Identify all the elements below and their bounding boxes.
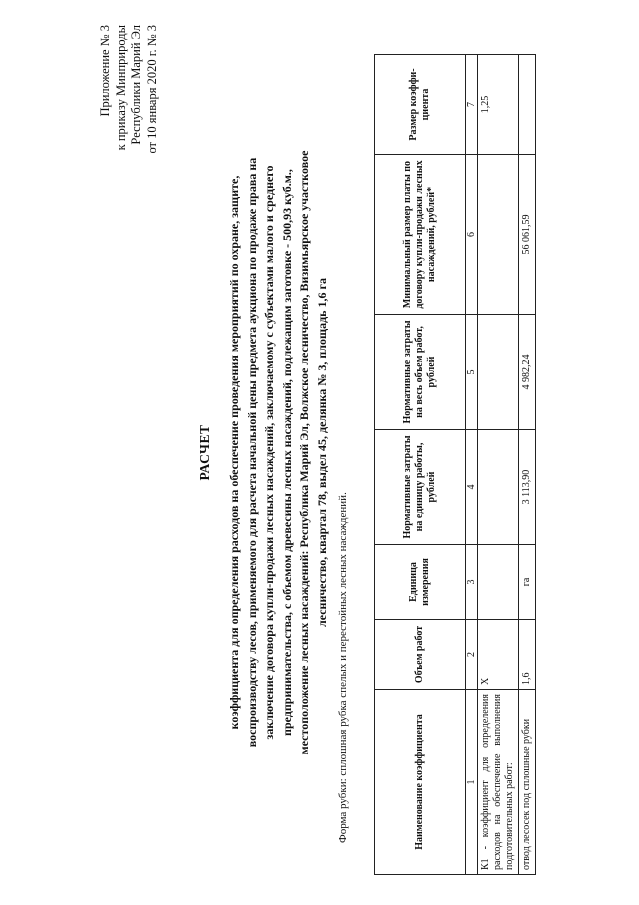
subtitle-line: заключение договора купли-продажи лесных насаждений, заключаемому с субъектами малого и среднего	[262, 165, 276, 740]
appendix-line: к приказу Минприроды	[113, 25, 128, 151]
subtitle-line: лесничество, квартал 78, выдел 45, делянка № 3, площадь 1,6 га	[314, 278, 329, 627]
appendix-line: Республики Марий Эл	[129, 25, 143, 145]
cell-unit-cost	[478, 430, 519, 545]
cell-work-volume: 1,6	[519, 620, 536, 690]
table-header-row	[375, 55, 466, 875]
cell-total-cost: 4 982,24	[519, 315, 536, 430]
column-number: 3	[466, 545, 478, 620]
header-minimum-fee: Минимальный размер платы по договору купли-продажи лесных насаждений, рублей*	[375, 155, 466, 315]
coefficient-table	[374, 54, 536, 875]
cell-unit	[478, 545, 519, 620]
table-row	[519, 55, 536, 875]
document-title: РАСЧЕТ	[197, 424, 212, 481]
cell-unit-cost: 3 113,90	[519, 430, 536, 545]
appendix-block	[98, 25, 160, 215]
table-row	[478, 55, 519, 875]
cell-minimum-fee: 56 061,59	[519, 155, 536, 315]
column-number-row	[466, 55, 478, 875]
header-unit-cost: Нормативные затраты на единицу работы, рублей	[375, 430, 466, 545]
column-number: 6	[466, 155, 478, 315]
cell-work-volume: Х	[478, 620, 519, 690]
appendix-line: Приложение № 3	[98, 25, 112, 117]
header-unit: Единица измерения	[375, 545, 466, 620]
cell-coefficient-value	[519, 55, 536, 155]
header-total-cost: Нормативные затраты на весь объем работ, рублей	[375, 315, 466, 430]
cell-minimum-fee	[478, 155, 519, 315]
subtitle-line: местоположение лесных насаждений: Республика Марий Эл, Волжское лесничество, Визимьярское участковое	[297, 150, 311, 755]
cell-coefficient-name: отвод лесосек под сплошные рубки	[519, 690, 536, 875]
column-number: 1	[466, 690, 478, 875]
subtitle-line: воспроизводству лесов, применяемого для расчета начальной цены предмета аукциона по продаже права на	[244, 157, 259, 748]
column-number: 5	[466, 315, 478, 430]
felling-form-text: Форма рубки: сплошная рубка спелых и перестойных лесных насаждений.	[337, 492, 349, 843]
cell-unit: га	[519, 545, 536, 620]
appendix-line: от 10 января 2020 г. № 3	[144, 25, 159, 154]
cell-total-cost	[478, 315, 519, 430]
column-number: 4	[466, 430, 478, 545]
header-work-volume: Объем работ	[375, 620, 466, 690]
cell-coefficient-name: К1 - коэффициент для определения расходов на обеспечение выполнения подготовительных работ:	[478, 690, 519, 875]
header-coefficient-value: Размер коэффи-циента	[375, 55, 466, 155]
column-number: 2	[466, 620, 478, 690]
subtitle-line: коэффициента для определения расходов на обеспечение проведения мероприятий по охране, защите,	[227, 175, 241, 730]
column-number: 7	[466, 55, 478, 155]
cell-coefficient-value: 1,25	[478, 55, 519, 155]
subtitle-line: предпринимательства, с объемом древесины лесных насаждений, подлежащим заготовке - 500,93 куб.м.,	[279, 169, 294, 736]
header-coefficient-name: Наименование коэффициента	[375, 690, 466, 875]
document-subtitle	[226, 55, 331, 850]
